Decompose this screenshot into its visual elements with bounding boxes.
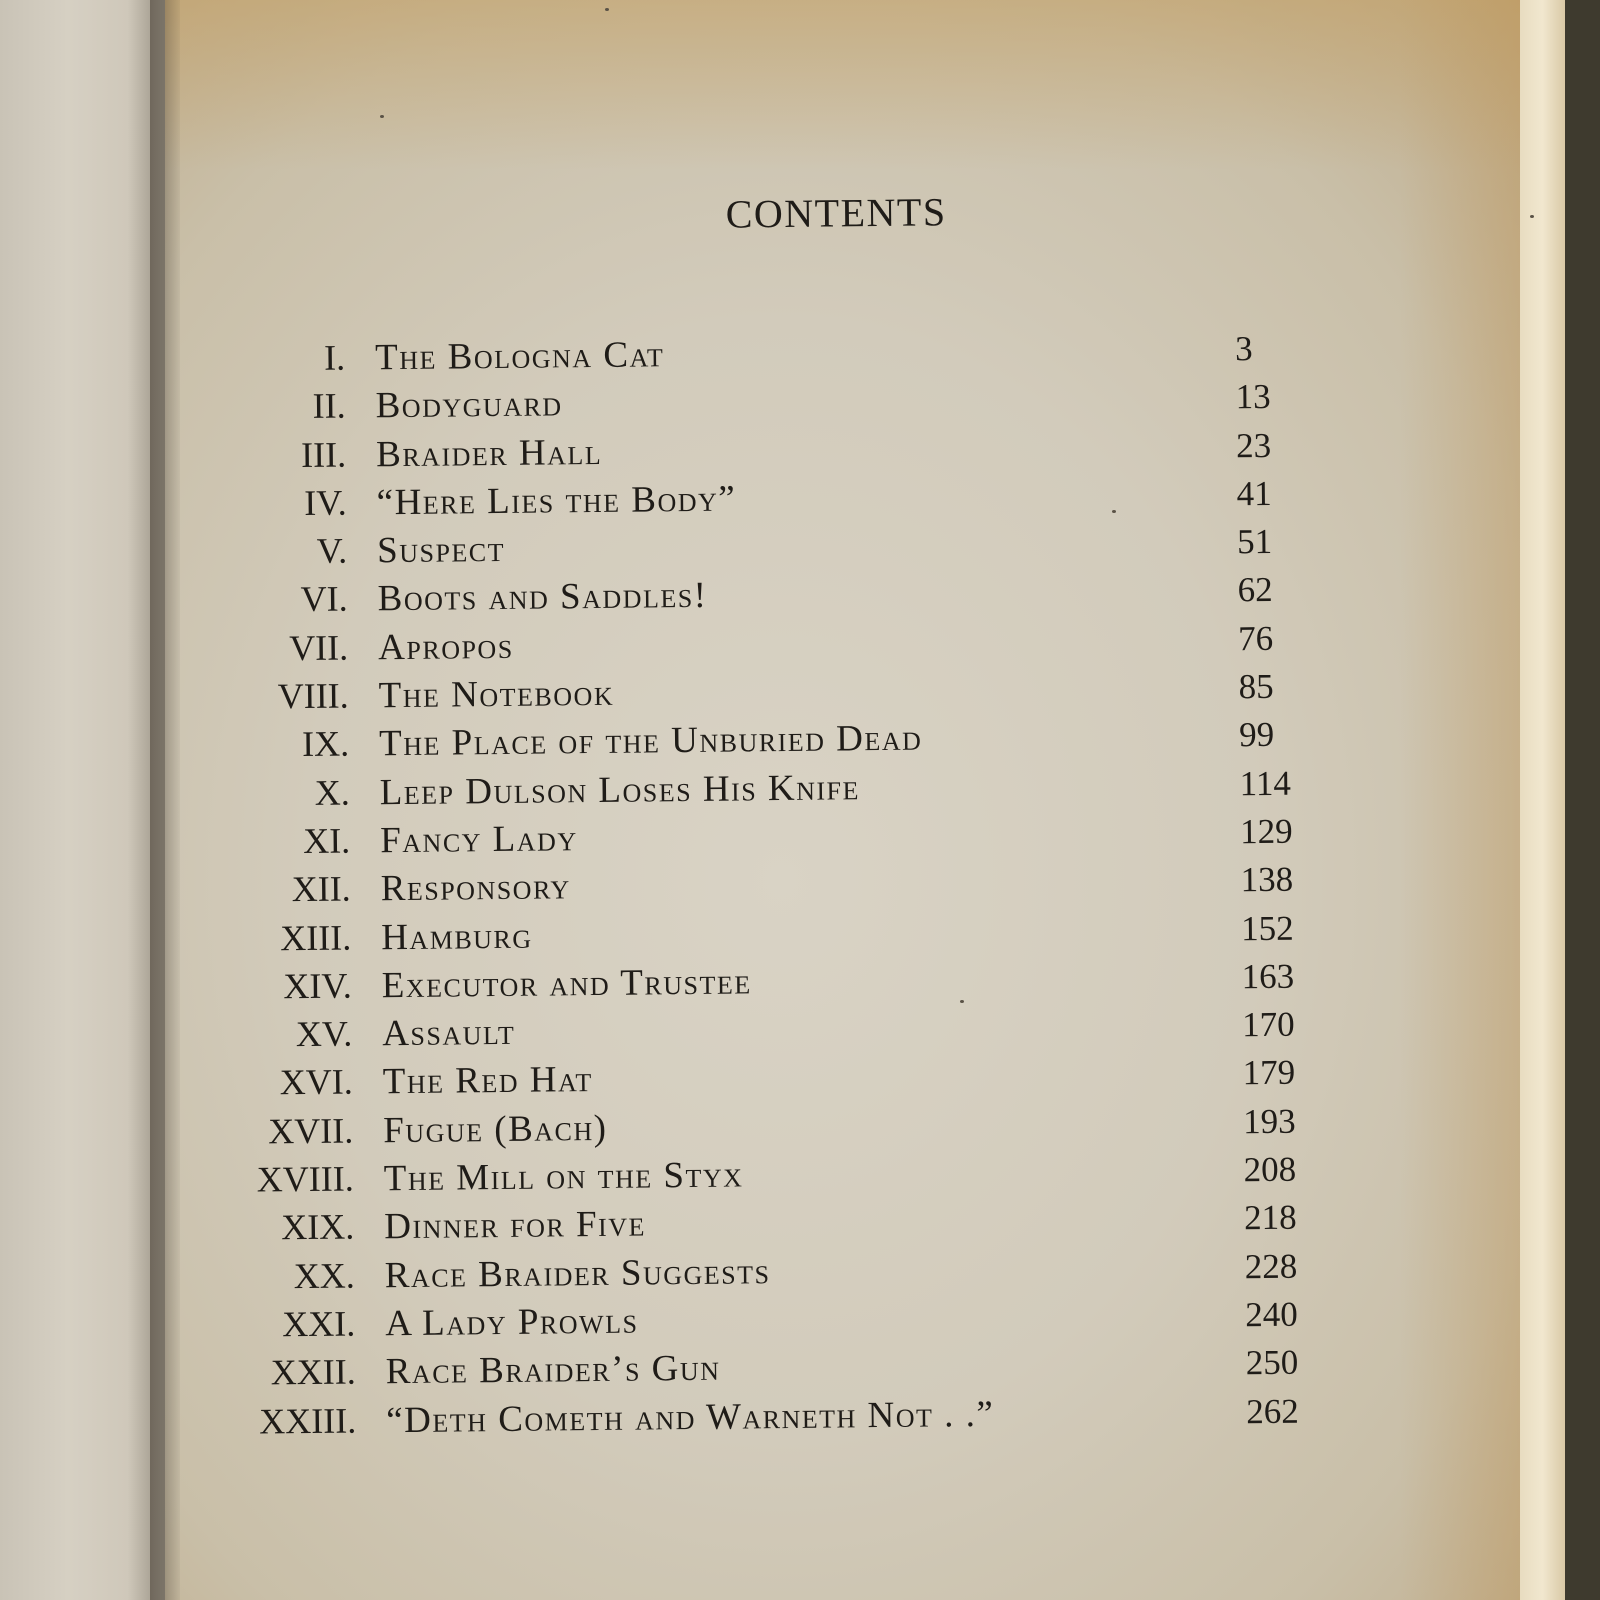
chapter-numeral: XVII. (268, 1110, 354, 1152)
chapter-title: Race Braider’s Gun (385, 1347, 721, 1393)
chapter-page-number: 76 (1237, 618, 1274, 659)
chapter-title: Responsory (380, 866, 571, 910)
chapter-title: Apropos (377, 625, 514, 669)
chapter-title: Hamburg (380, 915, 533, 958)
chapter-page-number: 262 (1246, 1391, 1299, 1431)
paper-speck (605, 8, 609, 11)
chapter-numeral: V. (316, 530, 348, 572)
chapter-title: Executor and Trustee (381, 961, 752, 1007)
chapter-page-number: 218 (1243, 1198, 1297, 1238)
chapter-title: The Bologna Cat (374, 334, 665, 379)
chapter-title: Fugue (Bach) (383, 1107, 608, 1151)
chapter-title: Race Braider Suggests (384, 1250, 771, 1296)
chapter-numeral: XII. (291, 868, 351, 910)
chapter-numeral: XXIII. (259, 1400, 357, 1442)
chapter-page-number: 250 (1245, 1342, 1299, 1383)
book-gutter (150, 0, 180, 1600)
chapter-page-number: 129 (1239, 811, 1293, 852)
page-edge-right-shading (1400, 0, 1535, 1600)
chapter-page-number: 138 (1240, 859, 1294, 900)
chapter-page-number: 99 (1238, 715, 1275, 755)
chapter-numeral: IX. (301, 723, 350, 765)
chapter-numeral: XXII. (270, 1351, 356, 1393)
chapter-page-number: 3 (1234, 329, 1253, 369)
chapter-page-number: 240 (1245, 1294, 1298, 1335)
chapter-title: Bodyguard (375, 383, 563, 427)
chapter-title: The Place of the Unburied Dead (378, 717, 923, 765)
chapter-numeral: XVIII. (256, 1158, 354, 1200)
chapter-title: The Mill on the Styx (383, 1154, 744, 1200)
chapter-numeral: XVI. (279, 1061, 353, 1103)
page-edge-top-shading (165, 0, 1535, 170)
chapter-numeral: X. (314, 772, 350, 813)
chapter-title: Boots and Saddles! (377, 575, 708, 620)
chapter-page-number: 51 (1236, 522, 1273, 562)
chapter-title: A Lady Prowls (385, 1300, 639, 1345)
chapter-title: “Here Lies the Body” (376, 478, 737, 524)
chapter-page-number: 179 (1242, 1053, 1296, 1093)
chapter-page-number: 163 (1241, 956, 1295, 997)
chapter-numeral: XX. (293, 1255, 355, 1296)
chapter-title: Suspect (376, 529, 506, 572)
chapter-numeral: XIII. (280, 917, 352, 958)
chapter-page-number: 228 (1244, 1246, 1298, 1286)
chapter-page-number: 85 (1238, 666, 1274, 707)
chapter-page-number: 13 (1235, 377, 1271, 417)
chapter-title: Fancy Lady (379, 818, 578, 862)
chapter-numeral: VI. (300, 579, 348, 620)
table-of-contents (213, 184, 1356, 1456)
chapter-numeral: XV. (295, 1013, 353, 1055)
chapter-numeral: II. (312, 385, 346, 427)
chapter-title: The Red Hat (382, 1059, 594, 1103)
chapter-page-number: 152 (1240, 908, 1294, 948)
chapter-title: Dinner for Five (384, 1203, 647, 1248)
paper-speck (1530, 215, 1534, 218)
chapter-numeral: I. (323, 337, 346, 378)
book-cover-edge (1520, 0, 1565, 1600)
chapter-numeral: XIX. (281, 1206, 355, 1248)
chapter-numeral: VIII. (277, 675, 349, 717)
paper-speck (380, 115, 384, 118)
chapter-numeral: III. (300, 434, 347, 475)
chapter-page-number: 193 (1242, 1101, 1296, 1141)
chapter-page-number: 208 (1243, 1149, 1297, 1190)
chapter-numeral: XI. (302, 820, 351, 862)
chapter-title: The Notebook (378, 672, 615, 717)
chapter-page-number: 41 (1236, 473, 1272, 514)
chapter-title: “Deth Cometh and Warneth Not . .” (386, 1393, 995, 1441)
chapter-numeral: VII. (288, 627, 349, 668)
chapter-page-number: 114 (1239, 763, 1292, 803)
chapter-title: Braider Hall (375, 431, 603, 475)
chapter-page-number: 170 (1241, 1004, 1295, 1045)
chapter-title: Assault (382, 1011, 516, 1055)
chapter-numeral: XIV. (283, 965, 352, 1007)
contents-heading: CONTENTS (725, 189, 947, 237)
chapter-numeral: IV. (304, 482, 347, 523)
chapter-page-number: 62 (1237, 570, 1273, 610)
book-cover-outer (1565, 0, 1600, 1600)
chapter-numeral: XXI. (282, 1303, 356, 1345)
chapter-list (215, 326, 1357, 1449)
chapter-page-number: 23 (1235, 425, 1272, 465)
left-page (0, 0, 170, 1600)
chapter-title: Leep Dulson Loses His Knife (379, 766, 861, 813)
